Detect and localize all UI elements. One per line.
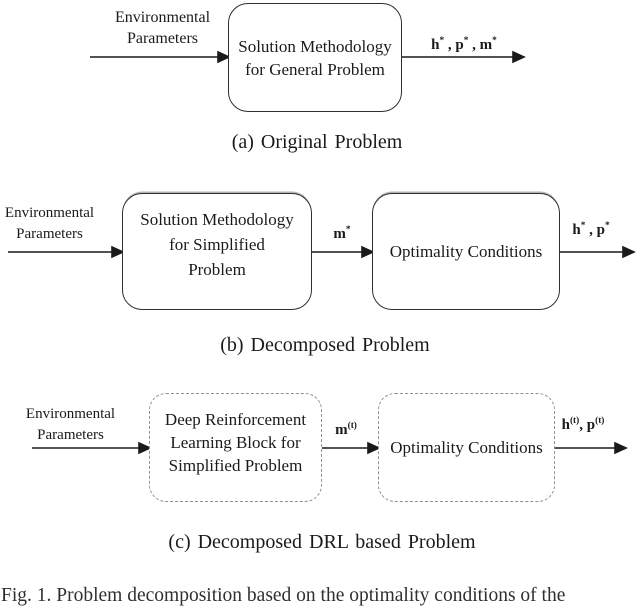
arrow-a-input <box>90 52 229 62</box>
optimality-conditions-box-c <box>378 393 555 502</box>
environmental-parameters-label-b <box>2 203 97 245</box>
intermediate-label-c: $m^{(t)}$ <box>335 421 357 438</box>
output-label-b: h* , p* <box>572 221 610 238</box>
box-text-line: Solution Methodology <box>238 36 392 56</box>
env-label-line: Environmental <box>4 205 95 221</box>
caption-b: (b) Decomposed Problem <box>220 334 430 356</box>
drl-block-box <box>149 393 322 502</box>
arrow-b-input <box>8 247 123 257</box>
box-text-line: for General Problem <box>245 59 385 79</box>
environmental-parameters-label-a <box>95 7 230 49</box>
solution-methodology-simplified-box <box>122 193 312 310</box>
box-text-line: Simplified Problem <box>168 456 303 475</box>
intermediate-label-b: m* <box>333 225 351 242</box>
environmental-parameters-label-c <box>23 404 118 446</box>
env-label-line: Parameters <box>126 30 199 47</box>
env-label-line: Parameters <box>37 427 104 443</box>
box-text-line: Solution Methodology <box>140 210 294 229</box>
box-text-line: for Simplified <box>169 235 265 254</box>
output-label-a: h* , p* , m* <box>431 36 497 53</box>
figure-caption-partial: Fig. 1. Problem decomposition based on the optimality conditions of the <box>1 585 566 606</box>
optimality-conditions-box-b <box>372 193 560 310</box>
arrow-b-output <box>558 247 634 257</box>
arrow-c-middle <box>320 443 379 453</box>
arrow-b-middle <box>310 247 373 257</box>
box-text-line: Deep Reinforcement <box>164 410 307 429</box>
caption-a: (a) Original Problem <box>231 131 403 153</box>
caption-c: (c) Decomposed DRL based Problem <box>168 531 476 553</box>
env-label-line: Environmental <box>25 406 116 422</box>
output-label-c: $h^{(t)}$, $p^{(t)}$ <box>561 416 605 433</box>
arrow-c-output <box>553 443 626 453</box>
box-text-line: Optimality Conditions <box>389 242 543 261</box>
env-label-line: Environmental <box>114 9 211 26</box>
solution-methodology-general-box <box>228 3 402 112</box>
env-label-line: Parameters <box>16 226 83 242</box>
box-text-line: Problem <box>188 260 246 279</box>
box-text-line: Learning Block for <box>170 433 301 452</box>
box-text-line: Optimality Conditions <box>390 438 543 457</box>
